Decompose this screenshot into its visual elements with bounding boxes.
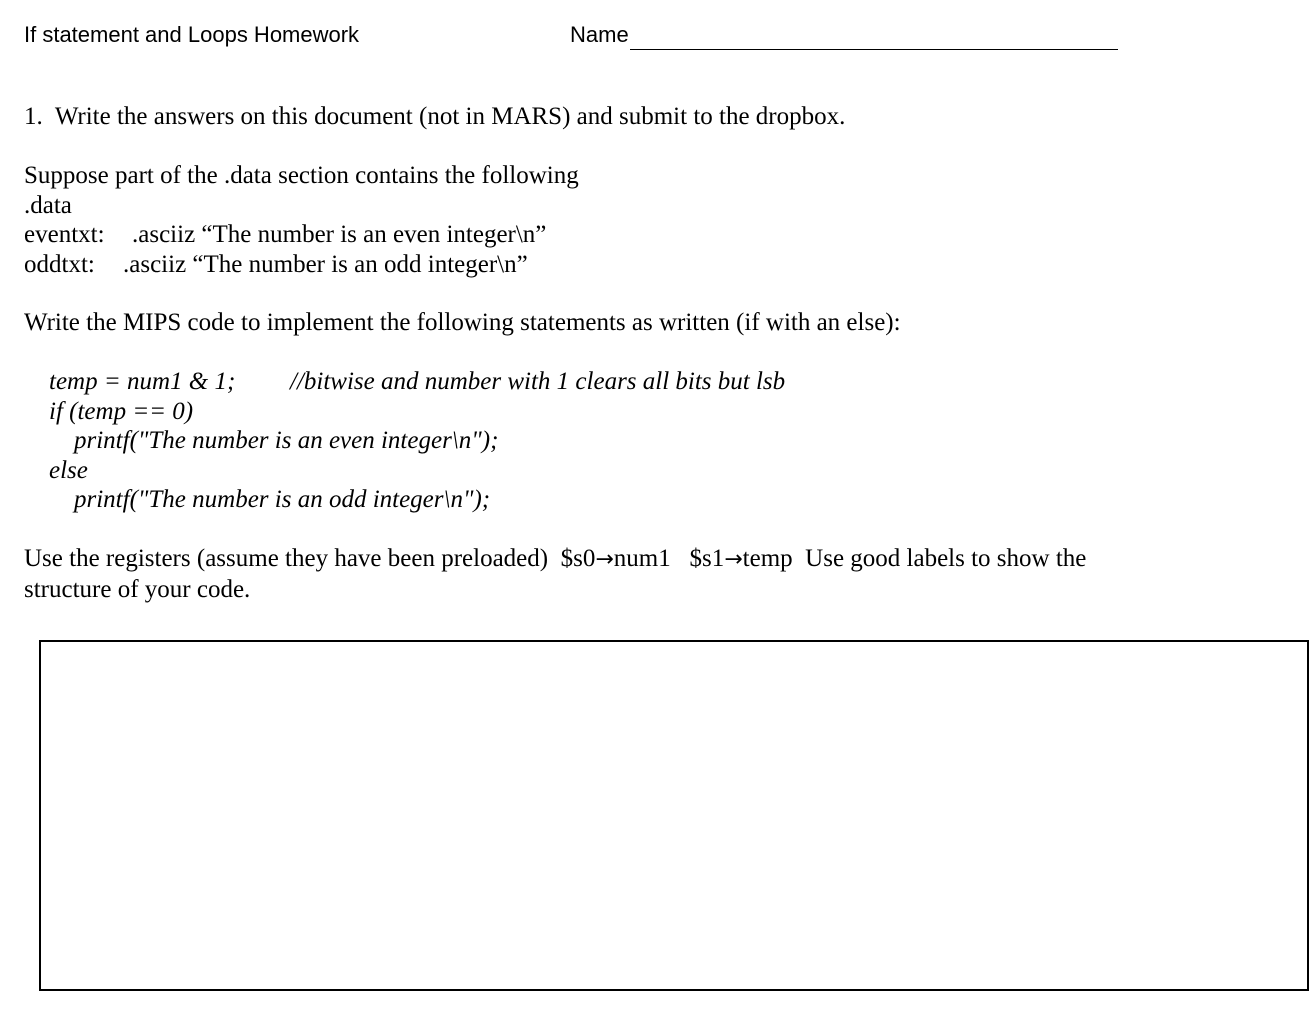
registers-instruction bbox=[24, 544, 1164, 604]
question-instruction bbox=[24, 102, 845, 132]
code-line-3: printf("The number is an even integer\n"); bbox=[74, 427, 499, 454]
data-intro: Suppose part of the .data section contains the following bbox=[24, 162, 579, 189]
oddtxt-label: oddtxt: bbox=[24, 250, 95, 278]
name-label: Name bbox=[570, 22, 629, 47]
arrow-right-icon: → bbox=[595, 547, 614, 572]
registers-outro: Use good labels to show the structure of your code. bbox=[24, 545, 1087, 603]
page-title: If statement and Loops Homework bbox=[24, 22, 360, 47]
name-underline[interactable] bbox=[630, 25, 1118, 50]
data-directive: .data bbox=[24, 191, 72, 219]
oddtxt-row bbox=[24, 250, 579, 280]
answer-box[interactable] bbox=[39, 640, 1309, 991]
name-field[interactable] bbox=[570, 20, 1118, 50]
code-statement: temp = num1 & 1; bbox=[49, 368, 236, 395]
data-section bbox=[24, 161, 579, 279]
oddtxt-value: .asciiz “The number is an odd integer\n” bbox=[123, 250, 528, 278]
register-s1: $s1 bbox=[689, 545, 725, 572]
eventxt-value: .asciiz “The number is an even integer\n” bbox=[132, 221, 547, 248]
register-s0-target: num1 bbox=[613, 545, 671, 572]
pseudo-code-block bbox=[49, 367, 785, 515]
question-number: 1. bbox=[24, 103, 43, 130]
code-line-1 bbox=[49, 367, 785, 397]
write-prompt: Write the MIPS code to implement the following statements as written (if with an else): bbox=[24, 309, 901, 336]
register-s0: $s0 bbox=[560, 545, 596, 572]
eventxt-row bbox=[24, 220, 579, 250]
register-s1-target: temp bbox=[742, 545, 793, 572]
code-line-4: else bbox=[49, 456, 88, 484]
code-comment: //bitwise and number with 1 clears all bits but lsb bbox=[290, 368, 786, 395]
code-line-5: printf("The number is an odd integer\n"); bbox=[74, 486, 491, 513]
arrow-right-icon: → bbox=[724, 547, 743, 572]
registers-intro: Use the registers (assume they have been preloaded) bbox=[24, 545, 549, 572]
eventxt-label: eventxt: bbox=[24, 221, 105, 248]
instruction-text: Write the answers on this document (not in MARS) and submit to the dropbox. bbox=[54, 103, 846, 130]
code-line-2: if (temp == 0) bbox=[49, 397, 194, 425]
